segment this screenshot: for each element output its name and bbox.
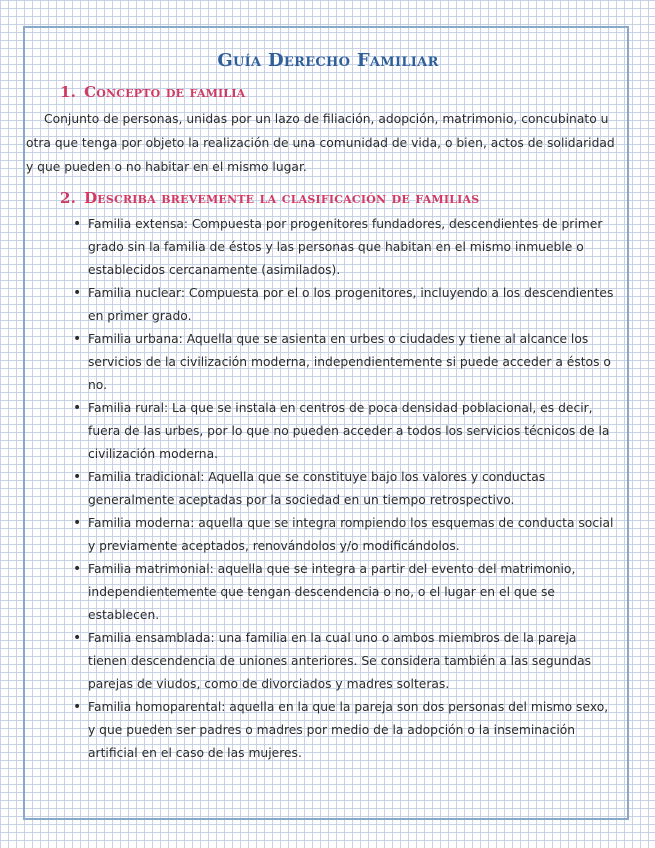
list-item <box>38 512 618 558</box>
list-item-text: Familia rural: La que se instala en centros de poca densidad poblacional, es decir, fuera de las urbes, por lo que no pueden acceder a todos los servicios técnicos de la civilización moderna. <box>88 401 610 461</box>
bullet-icon: • <box>73 285 82 301</box>
bullet-icon: • <box>73 630 82 646</box>
list-item-text: Familia homoparental: aquella en la que la pareja son dos personas del mismo sexo, y que pueden ser padres o madres por medio de la adopción o la inseminación artificial en el caso de las mujeres. <box>88 700 609 760</box>
list-item-text: Familia nuclear: Compuesta por el o los progenitores, incluyendo a los descendientes en primer grado. <box>88 286 614 323</box>
section-heading-classification <box>60 189 618 207</box>
list-item <box>38 328 618 397</box>
bullet-icon: • <box>73 400 82 416</box>
section-number: 1. <box>60 83 77 101</box>
section-title: Describa brevemente la clasificación de familias <box>84 189 480 207</box>
list-item-text: Familia moderna: aquella que se integra rompiendo los esquemas de conducta social y previamente aceptados, renovándolos y/o modificándolos. <box>88 516 614 553</box>
bullet-icon: • <box>73 515 82 531</box>
list-item <box>38 213 618 282</box>
document-body <box>26 50 618 765</box>
list-item-text: Familia urbana: Aquella que se asienta en urbes o ciudades y tiene al alcance los servicios de la civilización moderna, independientemente si puede acceder a éstos o no. <box>88 332 611 392</box>
list-item-text: Familia extensa: Compuesta por progenitores fundadores, descendientes de primer grado sin la familia de éstos y las personas que habitan en el mismo inmueble o establecidos cercanamente (asimilados). <box>88 217 603 277</box>
bullet-icon: • <box>73 469 82 485</box>
bullet-icon: • <box>73 699 82 715</box>
section-heading-concept <box>60 83 618 101</box>
bullet-icon: • <box>73 216 82 232</box>
list-item <box>38 696 618 765</box>
family-types-list <box>38 213 618 765</box>
list-item <box>38 397 618 466</box>
section-number: 2. <box>60 189 77 207</box>
list-item-text: Familia matrimonial: aquella que se integra a partir del evento del matrimonio, independientemente que tengan descendencia o no, o el lugar en el que se establecen. <box>88 562 576 622</box>
bullet-icon: • <box>73 331 82 347</box>
list-item <box>38 466 618 512</box>
list-item <box>38 627 618 696</box>
concept-paragraph: Conjunto de personas, unidas por un lazo de filiación, adopción, matrimonio, concubinato u otra que tenga por objeto la realización de una comunidad de vida, o bien, actos de solidaridad y que pueden o no habitar en el mismo lugar. <box>26 112 615 174</box>
list-item-text: Familia tradicional: Aquella que se constituye bajo los valores y conductas generalmente aceptadas por la sociedad en un tiempo retrospectivo. <box>88 470 546 507</box>
list-item <box>38 558 618 627</box>
list-item <box>38 282 618 328</box>
document-title: Guía Derecho Familiar <box>217 50 439 71</box>
list-item-text: Familia ensamblada: una familia en la cual uno o ambos miembros de la pareja tienen descendencia de uniones anteriores. Se considera también a las segundas parejas de viudos, como de divorciados y madres solteras. <box>88 631 592 691</box>
bullet-icon: • <box>73 561 82 577</box>
section-title: Concepto de familia <box>84 83 246 101</box>
